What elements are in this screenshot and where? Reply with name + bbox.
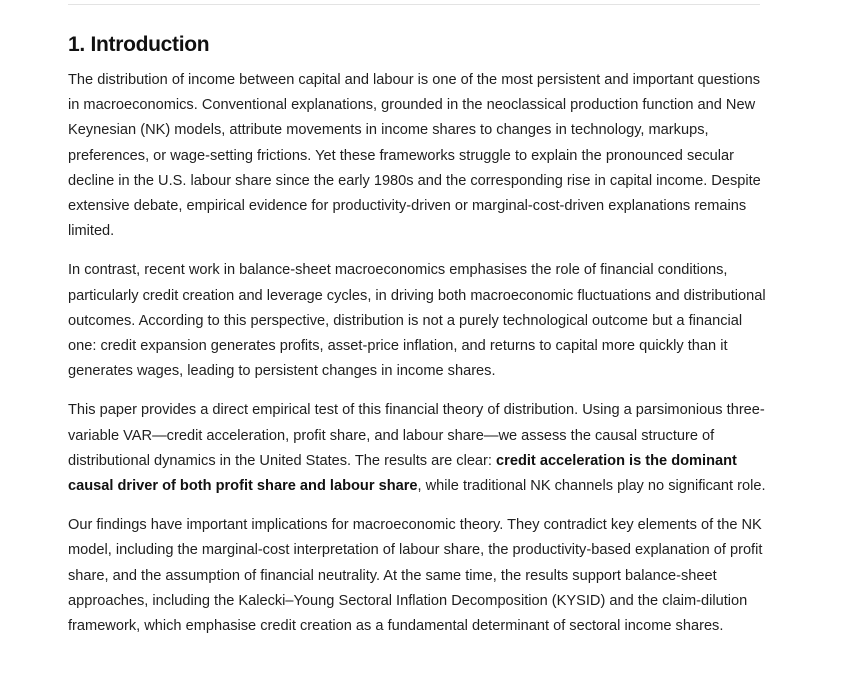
paragraph-3-text-before: This paper provides a direct empirical test of this financial theory of distribution. Using a parsimonious three-variable VAR—credit acceleration, profit share, and labour share—we assess the causal structure of distributional dynamics in the United States. The results are clear: bbox=[68, 402, 765, 469]
paragraph-1: The distribution of income between capital and labour is one of the most persistent and important questions in macroeconomics. Conventional explanations, grounded in the neoclassical production function and New Keynesian (NK) models, attribute movements in income shares to changes in technology, markups, preferences, or wage-setting frictions. Yet these frameworks struggle to explain the pronounced secular decline in the U.S. labour share since the early 1980s and the corresponding rise in capital income. Despite extensive debate, empirical evidence for productivity-driven or marginal-cost-driven explanations remains limited. bbox=[68, 72, 761, 240]
paragraph-3-emphasis: credit acceleration is the dominant causal driver of both profit share and labour share bbox=[68, 452, 737, 495]
paragraph-4: Our findings have important implications for macroeconomic theory. They contradict key elements of the NK model, including the marginal-cost interpretation of labour share, the productivity-based explanation of profit share, and the assumption of financial neutrality. At the same time, the results support balance-sheet approaches, including the Kalecki–Young Sectoral Inflation Decomposition (KYSID) and the claim-dilution framework, which emphasise credit creation as a fundamental determinant of sectoral income shares. bbox=[68, 517, 763, 635]
paragraph-3 bbox=[68, 398, 768, 499]
section-heading: 1. Introduction bbox=[68, 33, 210, 56]
paragraph-2: In contrast, recent work in balance-sheet macroeconomics emphasises the role of financial conditions, particularly credit creation and leverage cycles, in driving both macroeconomic fluctuations and distributional outcomes. According to this perspective, distribution is not a purely technological outcome but a financial one: credit expansion generates profits, asset-price inflation, and returns to capital more quickly than it generates wages, leading to persistent changes in income shares. bbox=[68, 262, 766, 380]
paragraph-3-text-after: , while traditional NK channels play no significant role. bbox=[417, 478, 766, 495]
article-section bbox=[68, 30, 768, 653]
top-divider bbox=[68, 4, 760, 5]
